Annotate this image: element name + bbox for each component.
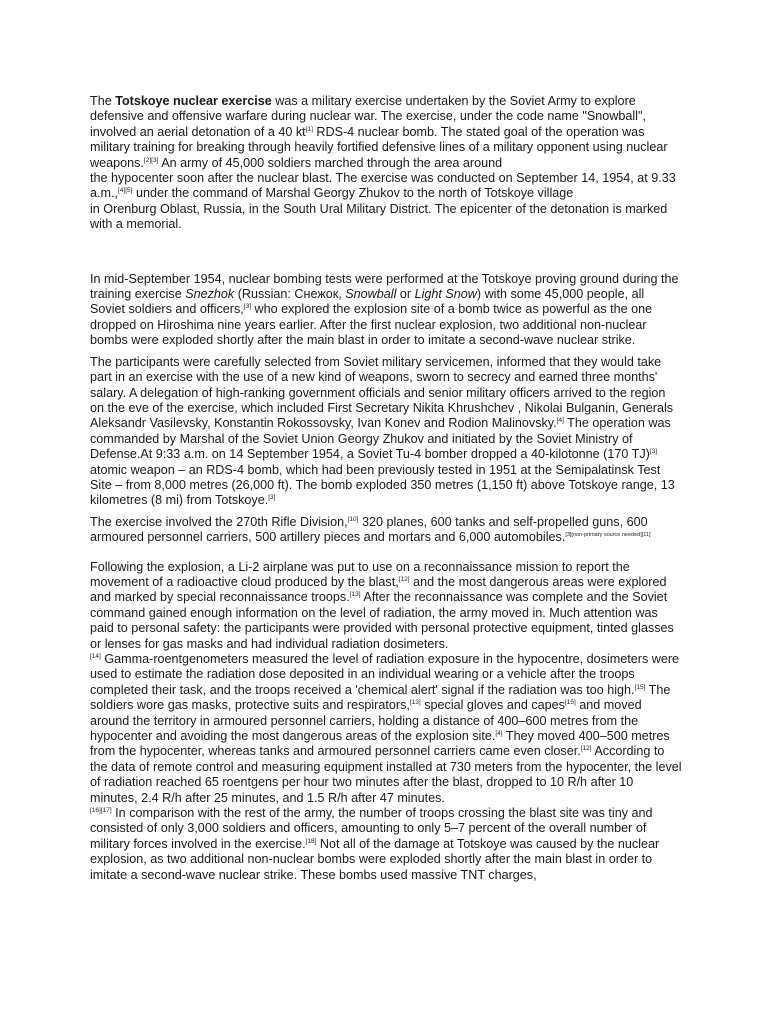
paragraph-intro xyxy=(90,94,682,233)
italic-term: Snezhok xyxy=(185,287,235,302)
text-run: (Russian: Снежок, xyxy=(234,287,346,302)
text-run: in Orenburg Oblast, Russia, in the South Ural Military District. The epicenter of the detonation is marked with a memorial. xyxy=(90,201,668,232)
text-run: and the most dangerous areas were explored and marked by special reconnaissance troops. xyxy=(90,574,667,605)
text-run: the hypocenter soon after the nuclear blast. The exercise was conducted on September 14, 1954, at 9.33 a.m., xyxy=(90,171,676,201)
footnote-ref: [15] xyxy=(634,683,646,691)
text-run: special gloves and capes xyxy=(420,698,565,713)
footnote-ref: [10] xyxy=(347,515,359,523)
paragraph-forces xyxy=(90,515,682,546)
footnote-ref: [13] xyxy=(349,591,361,599)
paragraph-mid-september xyxy=(90,272,682,349)
footnote-ref: [12] xyxy=(580,745,592,753)
text-run: An army of 45,000 soldiers marched through the area around xyxy=(158,155,503,170)
text-run: ) with some 45,000 people, all Soviet soldiers and officers, xyxy=(90,287,645,317)
text-run: was a military exercise undertaken by the Soviet Army to explore defensive and offensive warfare during nuclear war. The exercise, under the code name "Snowball", involved an aerial detonation of a 40 kt xyxy=(90,94,646,139)
text-run: The exercise involved the 270th Rifle Division, xyxy=(90,514,348,529)
footnote-ref: [18] xyxy=(305,837,317,845)
paragraph-aftermath xyxy=(90,560,682,884)
footnote-ref: [13] xyxy=(409,699,421,707)
footnote-ref: [4] xyxy=(495,730,503,738)
footnote-ref: [3] xyxy=(243,303,252,311)
paragraph-participants xyxy=(90,355,682,509)
footnote-ref: [14] xyxy=(90,653,101,660)
text-run: The soldiers wore gas masks, protective suits and respirators, xyxy=(90,682,671,713)
text-run: The participants were carefully selected from Soviet military servicemen, informed that they would take part in an exercise with the use of a new kind of weapons, sworn to secrecy and earned three months' salary. A delegation of high-ranking government officials and senior military officers arrived to the region on the eve of the exercise, which included First Secretary Nikita Khrushchev , Nikolai Bulganin, Generals Aleksandr Vasilevsky, Konstantin Rokossovsky, Ivan Konev and Rodion Malinovsky. xyxy=(90,354,674,431)
text-run: The xyxy=(90,94,116,108)
footnote-ref: [16][17] xyxy=(90,807,112,815)
footnote-ref: [4] xyxy=(556,417,564,425)
text-run: Not all of the damage at Totskoye was caused by the nuclear explosion, as two additional non-nuclear bombs were exploded shortly after the main blast in order to imitate a second-wave nuclear strike. These bombs used massive TNT charges, xyxy=(90,836,660,882)
text-run: or xyxy=(396,287,415,302)
text-run: In comparison with the rest of the army, the number of troops crossing the blast site was tiny and consisted of only 3,000 soldiers and officers, amounting to only 5–7 percent of the overall number of military forces involved in the exercise. xyxy=(90,806,653,851)
footnote-ref: [3] xyxy=(268,494,276,502)
italic-term: Snowball xyxy=(345,287,397,302)
footnote-ref: [12] xyxy=(398,575,410,583)
text-run: Gamma-roentgenometers measured the level of radiation exposure in the hypocentre, dosimeters were used to estimate the radiation dose deposited in an individual wearing or a vehicle after the troops completed their task, and the troops received a 'chemical alert' signal if the radiation was too high. xyxy=(90,652,680,697)
footnote-ref: [1] xyxy=(305,125,313,133)
text-run: under the command of Marshal Georgy Zhukov to the north of Totskoye village xyxy=(132,186,574,201)
text-run: In mid-September 1954, nuclear bombing tests were performed at the Totskoye proving ground during the training exercise xyxy=(90,271,679,302)
bold-term: Totskoye nuclear exercise xyxy=(115,94,272,108)
text-run: RDS-4 nuclear bomb. The stated goal of the operation was military training for breaking through heavily fortified defensive lines of a military opponent using nuclear weapons. xyxy=(90,124,668,170)
text-run: Following the explosion, a Li-2 airplane was put to use on a reconnaissance mission to report the movement of a radioactive cloud produced by the blast, xyxy=(90,559,630,589)
document-page xyxy=(90,94,682,883)
text-run: After the reconnaissance was complete and the Soviet command gained enough information on the level of radiation, the army moved in. Much attention was paid to personal safety: the participants were provided with personal protective equipment, tinted glasses or lenses for gas masks and had individual radiation dosimeters. xyxy=(90,590,674,651)
text-run: They moved 400–500 metres from the hypocenter, whereas tanks and armoured personnel carriers came even closer. xyxy=(90,729,670,759)
text-run: and moved around the territory in armoured personnel carriers, holding a distance of 400–600 metres from the hypocenter and avoiding the most dangerous areas of the explosion site. xyxy=(90,698,642,744)
text-run: 320 planes, 600 tanks and self-propelled guns, 600 armoured personnel carriers, 500 artillery pieces and mortars and 6,000 automobiles. xyxy=(90,514,648,545)
footnote-ref: [2][3] xyxy=(143,156,159,164)
text-run: According to the data of remote control and measuring equipment installed at 730 meters from the hypocenter, the level of radiation reached 65 roentgens per hour two minutes after the blast, dropped to 10 R/h after 10 minutes, 2.4 R/h after 25 minutes, and 1.5 R/h after 47 minutes. xyxy=(90,744,682,805)
text-run: atomic weapon – an RDS-4 bomb, which had been previously tested in 1951 at the Semipalatinsk Test Site – from 8,000 metres (26,000 ft). The bomb exploded 350 metres (1,150 ft) above Totskoye range, 13 kilometres (8 mi) from Totskoye. xyxy=(90,462,675,508)
footnote-ref: [3] xyxy=(649,448,658,456)
footnote-ref: [15] xyxy=(564,699,576,707)
footnote-ref: [4][5] xyxy=(118,187,133,195)
italic-term: Light Snow xyxy=(414,287,477,302)
text-run: who explored the explosion site of a bomb twice as powerful as the one dropped on Hiroshima nine years earlier. After the first nuclear explosion, two additional non-nuclear bombs were exploded shortly after the main blast in order to imitate a second-wave nuclear strike. xyxy=(90,302,653,348)
footnote-ref: [3][non-primary source needed][11] xyxy=(565,532,651,539)
text-run: The operation was commanded by Marshal of the Soviet Union Georgy Zhukov and initiated by the Soviet Ministry of Defense.At 9:33 a.m. on 14 September 1954, a Soviet Tu-4 bomber dropped a 40-kilotonne (170 TJ) xyxy=(90,416,671,462)
